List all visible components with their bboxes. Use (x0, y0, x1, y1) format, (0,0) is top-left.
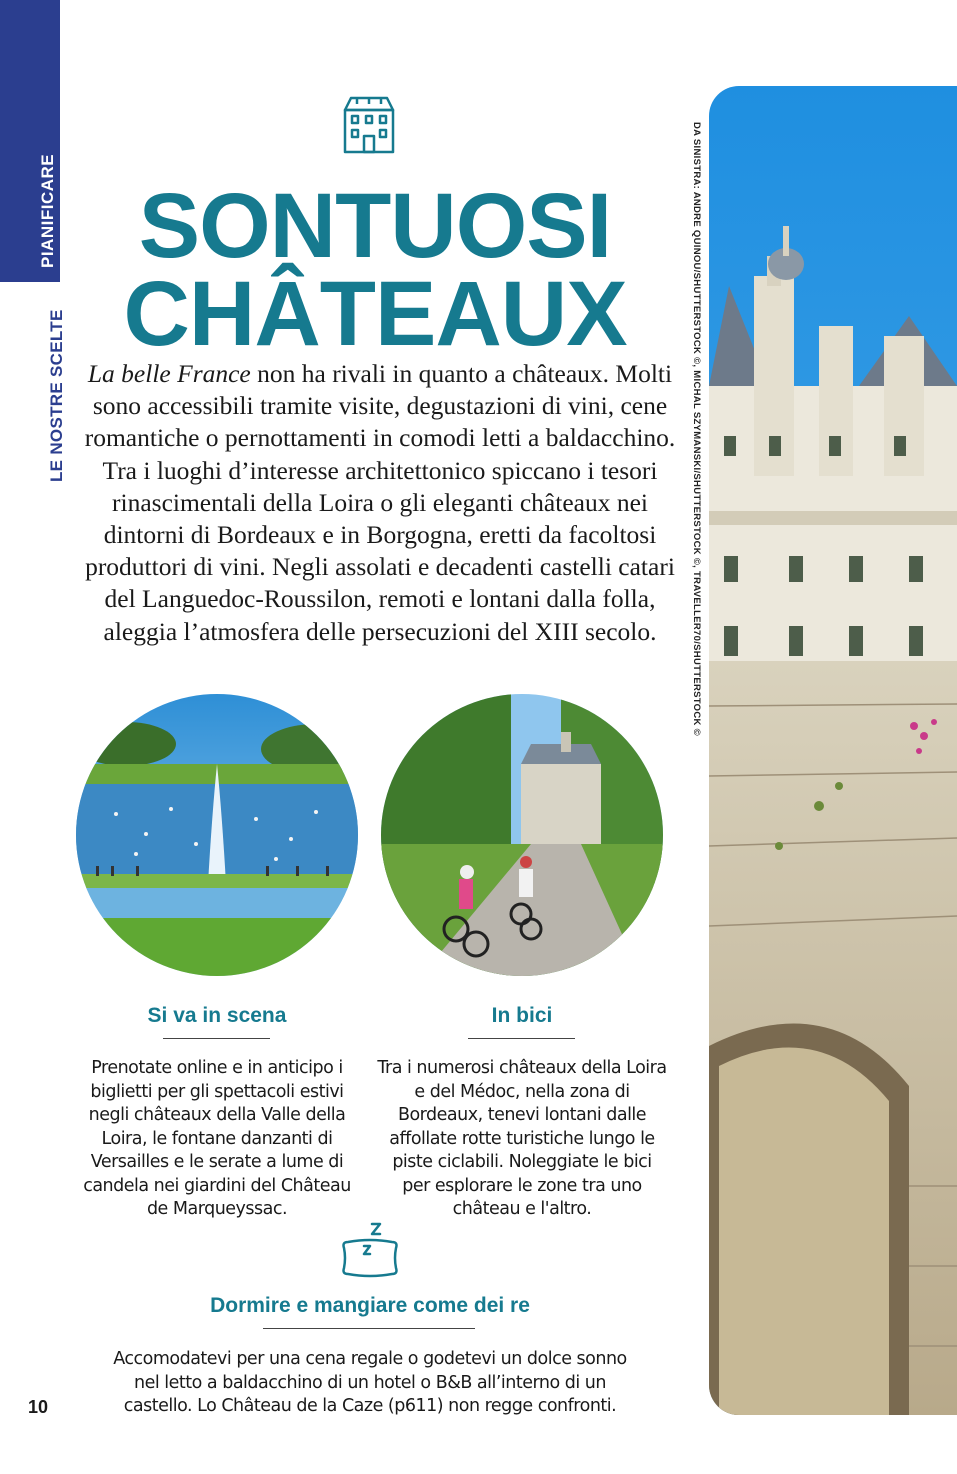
subsection-label: LE NOSTRE SCELTE (47, 309, 66, 482)
chateau-icon (337, 92, 401, 156)
page-title-line1: SONTUOSI (138, 175, 612, 277)
intro-italic-lead: La belle France (87, 359, 251, 388)
chambord-photo (709, 86, 957, 1415)
versailles-fountain-photo (76, 694, 358, 976)
feature-heading-bike: In bici (491, 1004, 553, 1027)
sleep-heading: Dormire e mangiare come dei re (210, 1294, 530, 1317)
section-tab-label: PIANIFICARE (38, 153, 57, 268)
feature-divider-theatre (163, 1038, 270, 1039)
sleep-divider (263, 1328, 475, 1329)
pillow-sleep-icon (338, 1220, 402, 1282)
intro-paragraph (70, 358, 690, 648)
page-title-line2: CHÂTEAUX (123, 263, 627, 365)
intro-text: non ha rivali in quanto a châteaux. Molti sono accessibili tramite visite, degustazioni di vini, cene romantiche o pernottamenti in comodi letti a baldacchino. Tra i luoghi d’interesse architettonico spiccano i tesori rinascimentali della Loira o gli eleganti châteaux nei dintorni di Bordeaux e in Borgogna, eretti da facoltosi produttori di vini. Negli assolati e decadenti castelli catari del Languedoc-Roussilon, remoti e lontani dalla folla, aleggia l’atmosfera delle persecuzioni del XIII secolo. (84, 359, 676, 646)
page-number: 10 (28, 1397, 49, 1417)
feature-text-bike: Tra i numerosi châteaux della Loira e del Médoc, nella zona di Bordeaux, tenevi lontani dalle affollate rotte turistiche lungo le piste ciclabili. Noleggiate le bici per esplorare le zone tra uno château e l'altro. (377, 1058, 667, 1219)
feature-divider-bike (468, 1038, 575, 1039)
photo-credit: DA SINISTRA: ANDRE QUINOU/SHUTTERSTOCK ©, MICHAL SZYMANSKI/SHUTTERSTOCK ©, TRAVELLER70/SHUTTERSTOCK © (691, 122, 702, 736)
cyclists-chambord-photo (381, 694, 663, 976)
feature-heading-theatre: Si va in scena (147, 1004, 287, 1027)
sleep-text: Accomodatevi per una cena regale o godetevi un dolce sonno nel letto a baldacchino di un hotel o B&B all’interno di un castello. Lo Château de la Caze (p611) non regge confronti. (113, 1349, 627, 1416)
feature-text-theatre: Prenotate online e in anticipo i biglietti per gli spettacoli estivi negli châteaux della Valle della Loira, le fontane danzanti di Versailles e le serate a lume di candela nei giardini del Château de Marqueyssac. (83, 1058, 351, 1219)
